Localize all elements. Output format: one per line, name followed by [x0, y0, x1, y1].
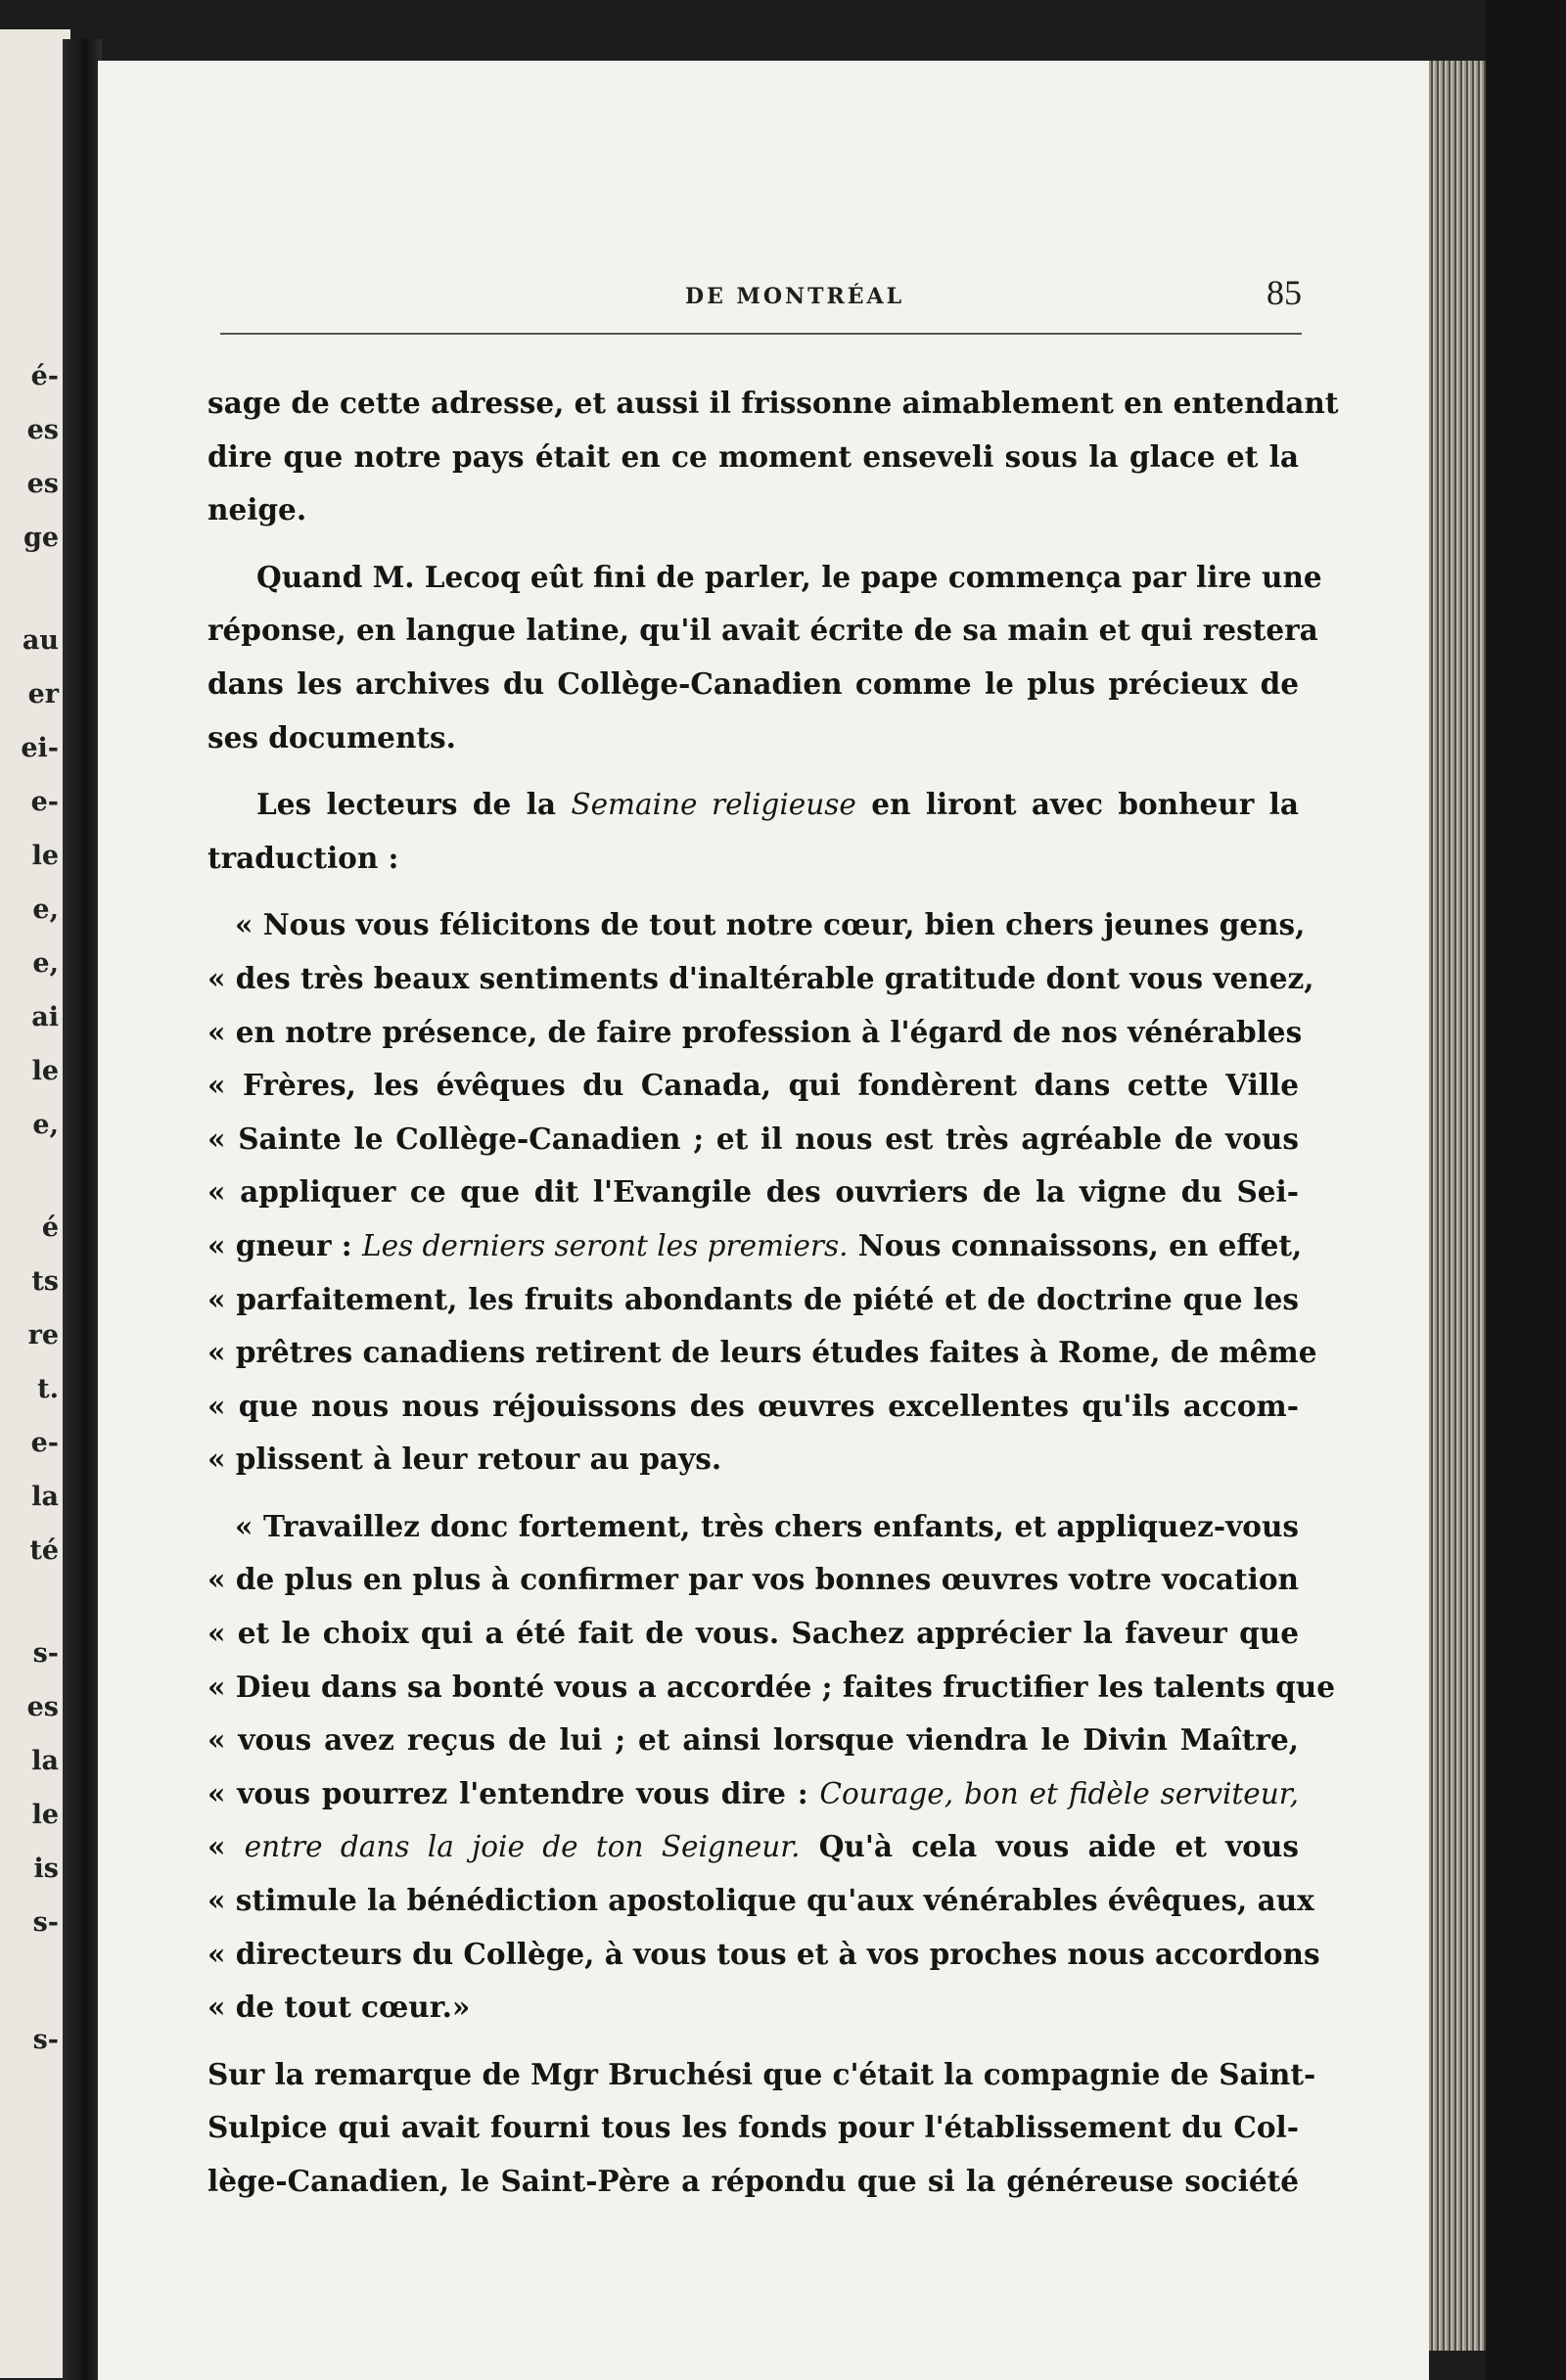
quote-line: « en notre présence, de faire profession à l'égard de nos vénérables	[207, 1014, 1303, 1049]
text-line: ses documents.	[207, 719, 456, 755]
quote-line: « stimule la bénédiction apostolique qu'aux vénérables évêques, aux	[207, 1883, 1314, 1918]
body-text	[207, 377, 1339, 2209]
quote-line: « prêtres canadiens retirent de leurs études faites à Rome, de même	[207, 1335, 1317, 1370]
quote-line: « appliquer ce que dit l'Evangile des ouvriers de la vigne du Sei-	[207, 1174, 1299, 1210]
header-rule	[220, 333, 1302, 335]
quote-line: « plissent à leur retour au pays.	[207, 1442, 722, 1477]
quote-line: « Travaillez donc fortement, très chers enfants, et appliquez-vous	[235, 1508, 1299, 1543]
quote-line	[207, 1820, 1299, 1874]
italic-quote: entre dans la joie de ton Seigneur.	[244, 1830, 801, 1864]
text-line: réponse, en langue latine, qu'il avait écrite de sa main et qui restera	[207, 613, 1318, 648]
text-line: lège-Canadien, le Saint-Père a répondu que si la généreuse société	[207, 2164, 1299, 2198]
quote-line: « et le choix qui a été fait de vous. Sachez apprécier la faveur que	[207, 1616, 1299, 1651]
text-line: dans les archives du Collège-Canadien comme le plus précieux de	[207, 665, 1299, 701]
text-line	[207, 778, 1299, 832]
text-segment: Les lecteurs de la	[256, 787, 572, 822]
text-line: dire que notre pays était en ce moment enseveli sous la glace et la	[207, 438, 1299, 474]
quote-line: « des très beaux sentiments d'inaltérable gratitude dont vous venez,	[207, 960, 1314, 995]
page-header	[215, 264, 1302, 323]
italic-quote: Les derniers seront les premiers.	[361, 1228, 849, 1262]
quote-line	[207, 1767, 1299, 1821]
quote-line: « vous avez reçus de lui ; et ainsi lorsque viendra le Divin Maître,	[207, 1722, 1299, 1758]
text-line: Sur la remarque de Mgr Bruchési que c'était la compagnie de Saint-	[207, 2056, 1316, 2091]
text-segment: « vous pourrez l'entendre vous dire :	[207, 1775, 820, 1810]
background-right	[1486, 0, 1566, 2380]
text-segment: Qu'à cela vous aide et vous	[800, 1829, 1299, 1864]
quote-line: « que nous nous réjouissons des œuvres excellentes qu'ils accom-	[207, 1388, 1299, 1423]
page-edges	[1429, 61, 1486, 2351]
quote-line: « parfaitement, les fruits abondants de piété et de doctrine que les	[207, 1281, 1299, 1316]
italic-quote: Courage, bon et fidèle serviteur,	[819, 1776, 1299, 1810]
book-gutter	[63, 39, 102, 2380]
quote-line	[207, 1219, 1303, 1273]
text-segment: « gneur :	[207, 1227, 362, 1262]
text-segment: en liront avec bonheur la	[855, 787, 1299, 822]
quote-line: « de plus en plus à confirmer par vos bonnes œuvres votre vocation	[207, 1562, 1299, 1597]
italic-title: Semaine religieuse	[571, 788, 856, 822]
quote-line: « de tout cœur.»	[207, 1990, 471, 2025]
text-line: neige.	[207, 492, 307, 527]
text-segment: «	[207, 1829, 245, 1864]
quote-line: « Sainte le Collège-Canadien ; et il nous est très agréable de vous	[207, 1121, 1299, 1156]
quote-line: « Nous vous félicitons de tout notre cœur, bien chers jeunes gens,	[235, 907, 1306, 942]
quote-line: « Dieu dans sa bonté vous a accordée ; faites fructifier les talents que	[207, 1669, 1335, 1704]
text-line: traduction :	[207, 840, 399, 875]
quote-line: « directeurs du Collège, à vous tous et à vos proches nous accordons	[207, 1936, 1320, 1971]
text-segment: Nous connaissons, en effet,	[848, 1227, 1303, 1262]
quote-line: « Frères, les évêques du Canada, qui fondèrent dans cette Ville	[207, 1068, 1299, 1103]
page-number: 85	[1267, 273, 1302, 312]
text-line: sage de cette adresse, et aussi il frissonne aimablement en entendant	[207, 386, 1339, 420]
running-head: DE MONTRÉAL	[685, 284, 905, 309]
text-line: Quand M. Lecoq eût fini de parler, le pape commença par lire une	[256, 559, 1322, 594]
text-line: Sulpice qui avait fourni tous les fonds pour l'établissement du Col-	[207, 2110, 1299, 2145]
